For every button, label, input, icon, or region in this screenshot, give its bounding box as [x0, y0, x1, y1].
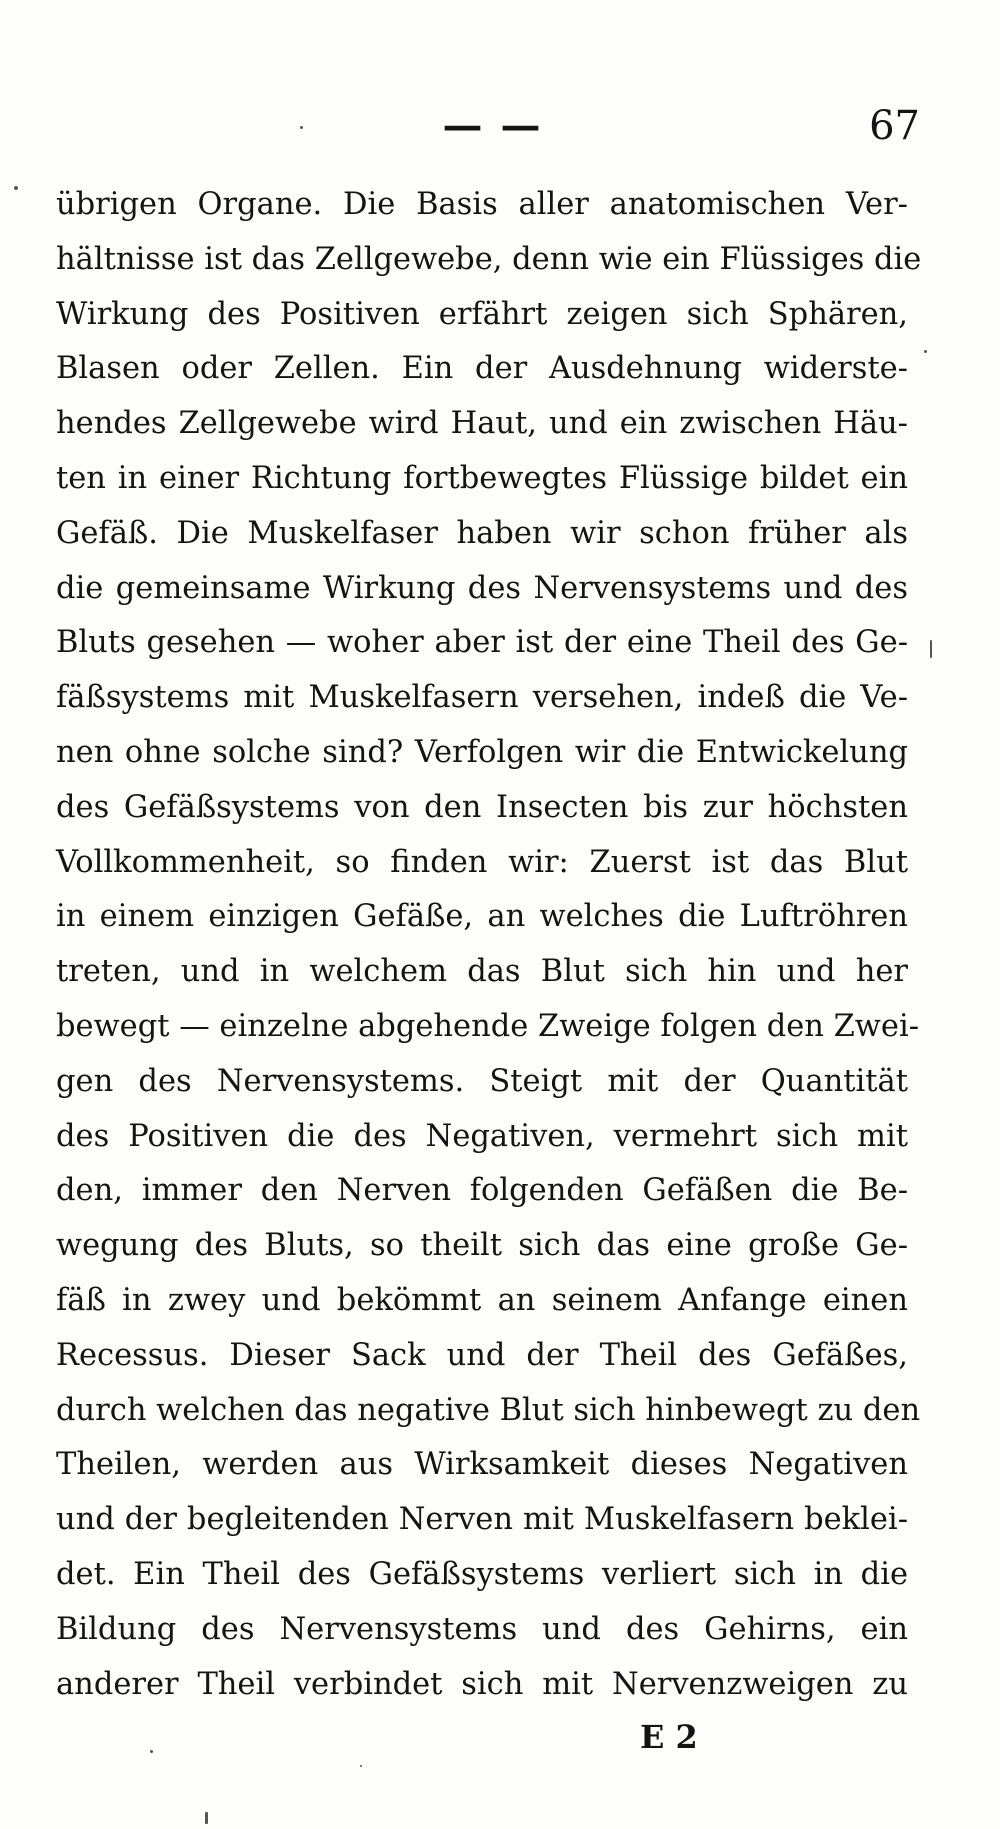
text-line: nen ohne solche sind? Verfolgen wir die Entwickelung	[56, 734, 908, 770]
ink-speck	[205, 1812, 208, 1824]
text-line: Wirkung des Positiven erfährt zeigen sich Sphären,	[56, 296, 908, 332]
text-line: des Positiven die des Negativen, vermehrt sich mit	[56, 1118, 908, 1154]
text-line: Gefäß. Die Muskelfaser haben wir schon früher als	[56, 515, 908, 551]
text-line: gen des Nervensystems. Steigt mit der Quantität	[56, 1063, 908, 1099]
text-line: bewegt — einzelne abgehende Zweige folgen den Zwei-	[56, 1008, 920, 1044]
text-line: Theilen, werden aus Wirksamkeit dieses Negativen	[56, 1447, 908, 1483]
text-line: den, immer den Nerven folgenden Gefäßen die Be-	[56, 1173, 908, 1209]
text-line: des Gefäßsystems von den Insecten bis zur höchsten	[56, 789, 908, 825]
running-head-dashes: — —	[442, 102, 543, 149]
ink-speck	[924, 350, 927, 353]
page-header	[0, 96, 1000, 156]
ink-speck	[360, 1765, 362, 1767]
ink-speck	[300, 126, 303, 129]
ink-speck	[930, 640, 932, 658]
text-line: treten, und in welchem das Blut sich hin und her	[56, 954, 908, 990]
ink-speck	[14, 186, 18, 190]
text-line: Bluts gesehen — woher aber ist der eine Theil des Ge-	[56, 625, 908, 661]
text-line: die gemeinsame Wirkung des Nervensystems und des	[56, 570, 908, 606]
page-number: 67	[869, 103, 920, 149]
text-line: hendes Zellgewebe wird Haut, und ein zwischen Häu-	[56, 406, 908, 442]
text-line: Recessus. Dieser Sack und der Theil des Gefäßes,	[56, 1337, 908, 1373]
text-line: det. Ein Theil des Gefäßsystems verliert sich in die	[56, 1556, 908, 1592]
text-line: anderer Theil verbindet sich mit Nervenzweigen zu	[56, 1666, 908, 1702]
text-line: und der begleitenden Nerven mit Muskelfasern beklei-	[56, 1502, 908, 1538]
text-line: durch welchen das negative Blut sich hinbewegt zu den	[56, 1392, 921, 1428]
signature-mark: E 2	[640, 1718, 698, 1756]
text-line: fäßsystems mit Muskelfasern versehen, indeß die Ve-	[56, 680, 908, 716]
text-line: fäß in zwey und bekömmt an seinem Anfange einen	[56, 1282, 908, 1318]
text-line: Bildung des Nervensystems und des Gehirns, ein	[56, 1611, 908, 1647]
text-line: Vollkommenheit, so finden wir: Zuerst ist das Blut	[56, 844, 908, 880]
text-line: übrigen Organe. Die Basis aller anatomischen Ver-	[56, 187, 908, 222]
text-line: in einem einzigen Gefäße, an welches die Luftröhren	[56, 899, 908, 935]
body-text	[56, 178, 922, 1712]
text-line: ten in einer Richtung fortbewegtes Flüssige bildet ein	[56, 460, 908, 496]
ink-speck	[150, 1750, 153, 1753]
text-line: Blasen oder Zellen. Ein der Ausdehnung widerste-	[56, 351, 908, 387]
text-line: wegung des Bluts, so theilt sich das eine große Ge-	[56, 1228, 908, 1264]
text-line: hältnisse ist das Zellgewebe, denn wie ein Flüssiges die	[56, 241, 922, 277]
